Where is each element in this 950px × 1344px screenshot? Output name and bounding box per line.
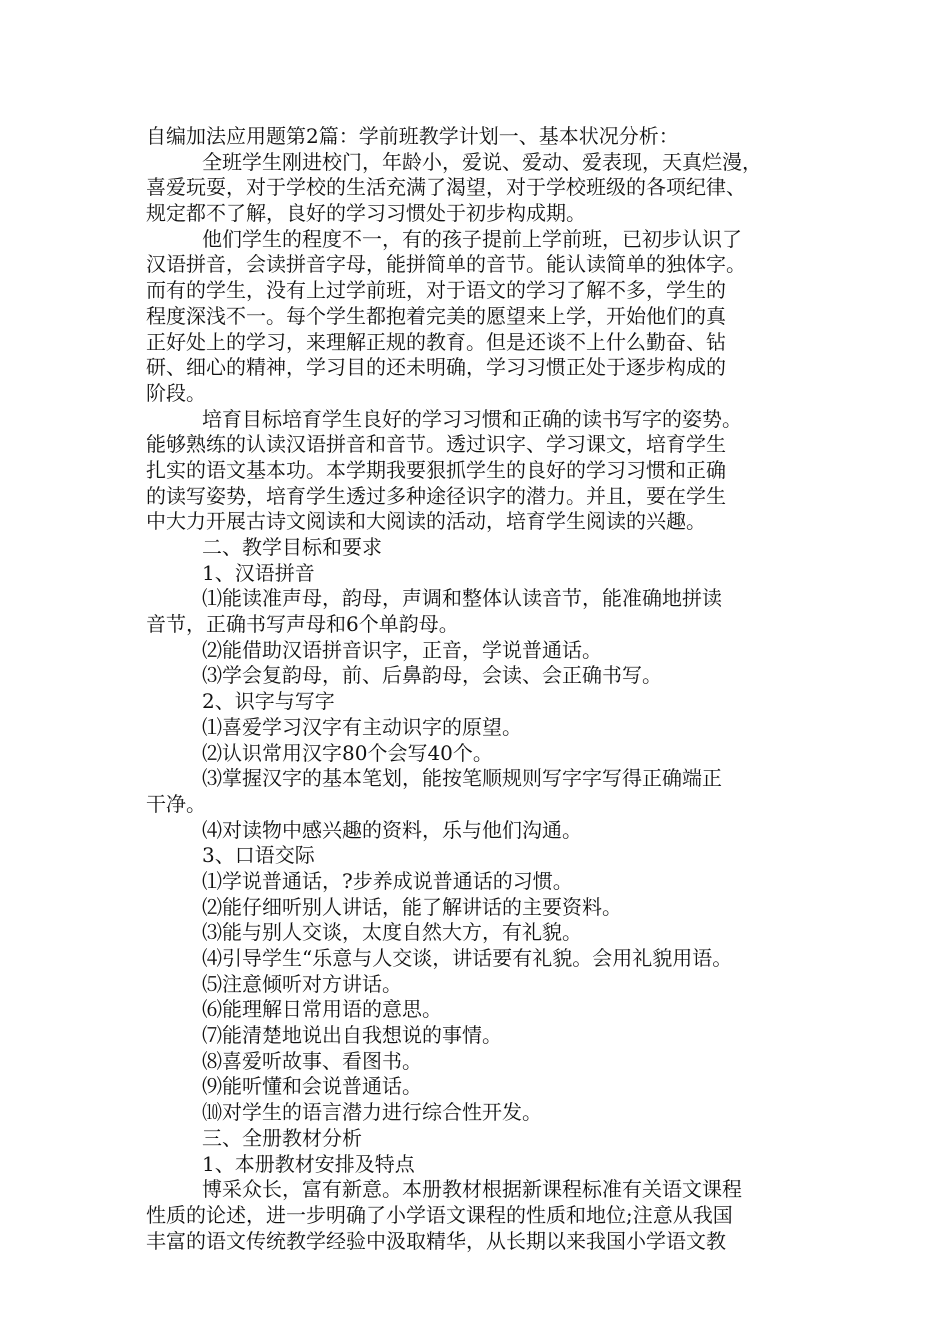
- text-line: ⑽对学生的语言潜力进行综合性开发。: [202, 1100, 542, 1125]
- text-line: ⑶能与别人交谈，太度自然大方，有礼貌。: [202, 920, 582, 945]
- text-line: 汉语拼音，会读拼音字母，能拼简单的音节。能认读简单的独体字。: [146, 252, 746, 277]
- text-line: 他们学生的程度不一，有的孩子提前上学前班，已初步认识了: [202, 226, 742, 251]
- text-line: 博采众长，富有新意。本册教材根据新课程标准有关语文课程: [202, 1177, 742, 1202]
- text-line: 程度深浅不一。每个学生都抱着完美的愿望来上学，开始他们的真: [146, 303, 726, 328]
- text-line: 1、汉语拼音: [202, 560, 315, 585]
- text-line: ⑴学说普通话，?步养成说普通话的习惯。: [202, 868, 573, 893]
- text-line: ⑺能清楚地说出自我想说的事情。: [202, 1023, 502, 1048]
- text-line: ⑻喜爱听故事、看图书。: [202, 1048, 422, 1073]
- text-line: ⑶掌握汉字的基本笔划，能按笔顺规则写字字写得正确端正: [202, 766, 722, 791]
- text-line: ⑸注意倾听对方讲话。: [202, 971, 402, 996]
- text-line: 三、全册教材分析: [202, 1125, 362, 1150]
- text-line: 二、教学目标和要求: [202, 535, 382, 559]
- text-line: ⑷对读物中感兴趣的资料，乐与他们沟通。: [202, 817, 582, 842]
- text-line: ⑶学会复韵母，前、后鼻韵母，会读、会正确书写。: [202, 663, 662, 688]
- text-line: 能够熟练的认读汉语拼音和音节。透过识字、学习课文，培育学生: [146, 432, 726, 457]
- text-line: 规定都不了解，良好的学习习惯处于初步构成期。: [146, 201, 586, 226]
- text-line: ⑷引导学生“乐意与人交谈，讲话要有礼貌。会用礼貌用语。: [202, 946, 733, 970]
- text-line: 性质的论述，进一步明确了小学语文课程的性质和地位;注意从我国: [146, 1202, 733, 1227]
- text-line: 3、口语交际: [202, 843, 315, 868]
- text-line: 的读写姿势，培育学生透过多种途径识字的潜力。并且，要在学生: [146, 483, 726, 508]
- text-line: 扎实的语文基本功。本学期我要狠抓学生的良好的学习习惯和正确: [146, 457, 726, 482]
- text-line: 干净。: [146, 791, 206, 816]
- text-line: 丰富的语文传统教学经验中汲取精华，从长期以来我国小学语文教: [146, 1228, 726, 1253]
- text-line: 音节，正确书写声母和6个单韵母。: [146, 612, 459, 637]
- text-line: 正好处上的学习，来理解正规的教育。但是还谈不上什么勤奋、钻: [146, 329, 726, 354]
- text-line: 自编加法应用题第2篇：学前班教学计划一、基本状况分析：: [146, 124, 679, 148]
- text-line: 研、细心的精神，学习目的还未明确，学习习惯正处于逐步构成的: [146, 355, 726, 380]
- text-line: ⑵能借助汉语拼音识字，正音，学说普通话。: [202, 637, 602, 662]
- document-body: [146, 124, 814, 1254]
- text-line: 2、识字与写字: [202, 689, 335, 714]
- text-line: 喜爱玩耍，对于学校的生活充满了渴望，对于学校班级的各项纪律、: [146, 175, 746, 200]
- text-line: ⑴喜爱学习汉字有主动识字的原望。: [202, 714, 522, 739]
- text-line: 阶段。: [146, 380, 206, 405]
- text-line: ⑼能听懂和会说普通话。: [202, 1074, 422, 1099]
- text-line: 培育目标培育学生良好的学习习惯和正确的读书写字的姿势。: [202, 406, 742, 431]
- text-line: 而有的学生，没有上过学前班，对于语文的学习了解不多，学生的: [146, 278, 726, 303]
- text-line: ⑹能理解日常用语的意思。: [202, 997, 442, 1022]
- text-line: ⑵认识常用汉字80个会写40个。: [202, 740, 493, 765]
- text-line: ⑴能读准声母，韵母，声调和整体认读音节，能准确地拼读: [202, 586, 722, 611]
- text-line: 全班学生刚进校门，年龄小，爱说、爱动、爱表现，天真烂漫，: [202, 149, 762, 174]
- text-line: 中大力开展古诗文阅读和大阅读的活动，培育学生阅读的兴趣。: [146, 509, 706, 534]
- text-line: 1、本册教材安排及特点: [202, 1151, 415, 1176]
- text-line: ⑵能仔细听别人讲话，能了解讲话的主要资料。: [202, 894, 622, 919]
